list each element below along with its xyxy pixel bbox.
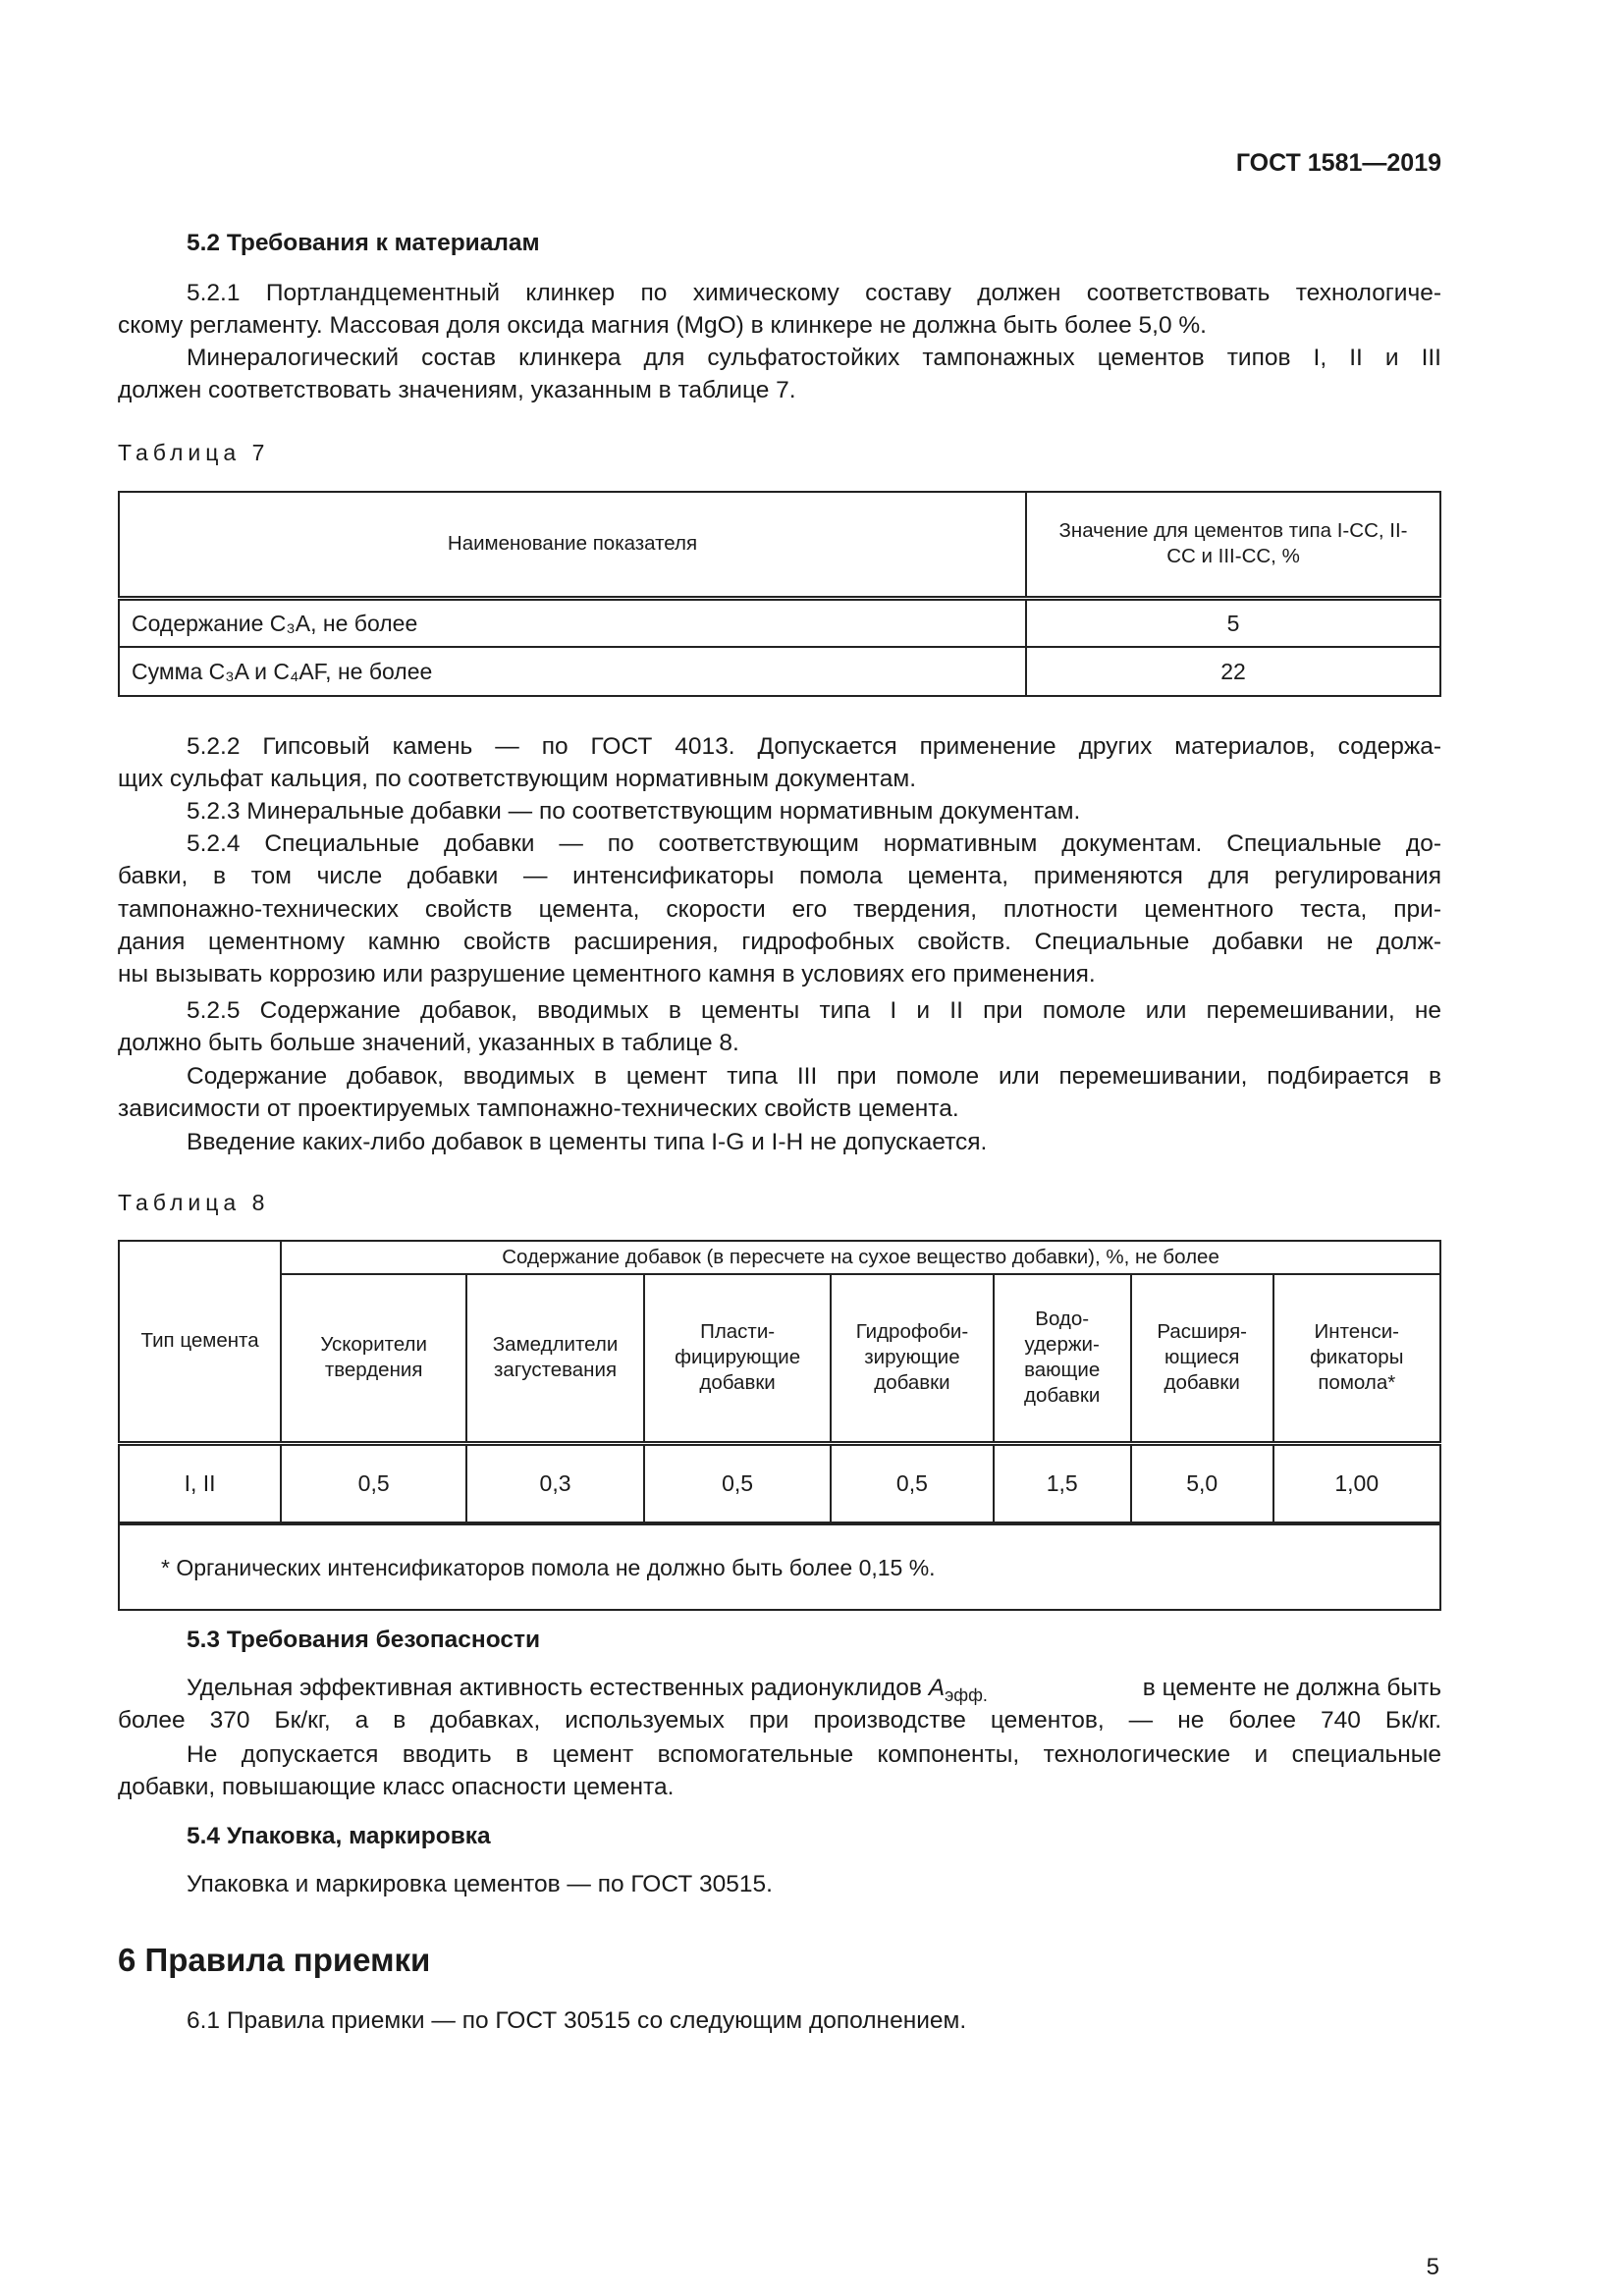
paragraph-line: Минералогический состав клинкера для сульфатостойких тампонажных цементов типов I, II и III: [187, 345, 1441, 371]
paragraph-line: добавки, повышающие класс опасности цемента.: [118, 1774, 675, 1801]
paragraph-line: щих сульфат кальция, по соответствующим нормативным документам.: [118, 766, 916, 793]
table-8-value: 1,5: [994, 1443, 1131, 1523]
table-8-column-header: Интенси-фикаторы помола*: [1273, 1274, 1440, 1443]
paragraph-line: 5.2.4 Специальные добавки — по соответствующим нормативным документам. Специальные до-: [187, 830, 1441, 857]
paragraph-line: 5.2.5 Содержание добавок, вводимых в цементы типа I и II при помоле или перемешивании, не: [187, 997, 1441, 1024]
table-8-value: 1,00: [1273, 1443, 1440, 1523]
paragraph-line: Упаковка и маркировка цементов — по ГОСТ 30515.: [187, 1871, 773, 1897]
table-8-caption: Таблица 8: [118, 1190, 270, 1215]
paragraph-line: скому регламенту. Массовая доля оксида магния (MgO) в клинкере не должна быть более 5,0 %.: [118, 312, 1207, 340]
table-8-row-type: I, II: [119, 1443, 281, 1523]
paragraph-line: 5.2.3 Минеральные добавки — по соответствующим нормативным документам.: [187, 798, 1081, 825]
section-5-2-title: 5.2 Требования к материалам: [187, 230, 540, 256]
table-8-type-header: Тип цемента: [119, 1241, 281, 1443]
table-8-column-header: Замедлители загустевания: [466, 1274, 644, 1443]
table-7: [118, 491, 1441, 697]
activity-subscript: эфф.: [945, 1684, 988, 1705]
table-7-cell: 22: [1026, 647, 1440, 696]
table-7-header-value: Значение для цементов типа I-CC, II-CC и III-CC, %: [1026, 492, 1440, 598]
text: Удельная эффективная активность естественных радионуклидов: [187, 1675, 929, 1701]
activity-symbol: A: [928, 1675, 946, 1701]
table-7-cell: Сумма C₃A и C₄AF, не более: [119, 647, 1026, 696]
table-8-value: 0,5: [644, 1443, 831, 1523]
paragraph-line: должно быть больше значений, указанных в таблице 8.: [118, 1030, 739, 1057]
table-8-value: 0,5: [831, 1443, 993, 1523]
table-8-column-header: Гидрофоби-зирующие добавки: [831, 1274, 993, 1443]
paragraph-line: Содержание добавок, вводимых в цемент типа III при помоле или перемешивании, подбирается в: [187, 1063, 1441, 1090]
table-8-column-header: Пласти-фицирующие добавки: [644, 1274, 831, 1443]
table-8-column-header: Водо-удержи-вающие добавки: [994, 1274, 1131, 1443]
table-7-caption: Таблица 7: [118, 440, 270, 465]
page-number: 5: [1426, 2254, 1439, 2280]
table-8-value: 0,5: [281, 1443, 466, 1523]
table-8-value: 0,3: [466, 1443, 644, 1523]
paragraph-line: дания цементному камню свойств расширения, гидрофобных свойств. Специальные добавки не долж-: [118, 928, 1441, 955]
table-7-cell: Содержание C₃A, не более: [119, 598, 1026, 647]
section-5-4-title: 5.4 Упаковка, маркировка: [187, 1823, 491, 1849]
paragraph-line: Не допускается вводить в цемент вспомогательные компоненты, технологические и специальные: [187, 1741, 1441, 1768]
paragraph-line: 5.2.1 Портландцементный клинкер по химическому составу должен соответствовать технологиче-: [187, 280, 1441, 306]
paragraph-line: должен соответствовать значениям, указанным в таблице 7.: [118, 377, 796, 404]
paragraph-line: бавки, в том числе добавки — интенсификаторы помола цемента, применяются для регулирования: [118, 863, 1441, 890]
table-7-header-name: Наименование показателя: [119, 492, 1026, 598]
paragraph-line: 5.2.2 Гипсовый камень — по ГОСТ 4013. Допускается применение других материалов, содержа-: [187, 733, 1441, 760]
paragraph-line: более 370 Бк/кг, а в добавках, используемых при производстве цементов, — не более 740 Бк/кг.: [118, 1707, 1441, 1734]
paragraph-line: 6.1 Правила приемки — по ГОСТ 30515 со следующим дополнением.: [187, 2007, 967, 2034]
paragraph-line: зависимости от проектируемых тампонажно-технических свойств цемента.: [118, 1095, 959, 1123]
text: в цементе не должна быть: [1135, 1675, 1441, 1701]
table-7-cell: 5: [1026, 598, 1440, 647]
paragraph-line: Введение каких-либо добавок в цементы типа I-G и I-H не допускается.: [187, 1129, 988, 1155]
table-8: [118, 1240, 1441, 1611]
paragraph-line: тампонажно-технических свойств цемента, скорости его твердения, плотности цементного теста, при-: [118, 895, 1441, 923]
table-8-column-header: Расширя-ющиеся добавки: [1131, 1274, 1273, 1443]
table-8-column-header: Ускорители твердения: [281, 1274, 466, 1443]
document-id: ГОСТ 1581—2019: [1235, 149, 1441, 177]
table-8-footnote: * Органических интенсификаторов помола не должно быть более 0,15 %.: [119, 1523, 1440, 1610]
paragraph-line: [187, 1672, 1441, 1704]
paragraph-line: ны вызывать коррозию или разрушение цементного камня в условиях его применения.: [118, 961, 1096, 988]
table-8-group-header: Содержание добавок (в пересчете на сухое вещество добавки), %, не более: [281, 1241, 1440, 1274]
section-5-3-title: 5.3 Требования безопасности: [187, 1627, 541, 1653]
table-8-value: 5,0: [1131, 1443, 1273, 1523]
section-6-title: 6 Правила приемки: [118, 1942, 431, 1978]
